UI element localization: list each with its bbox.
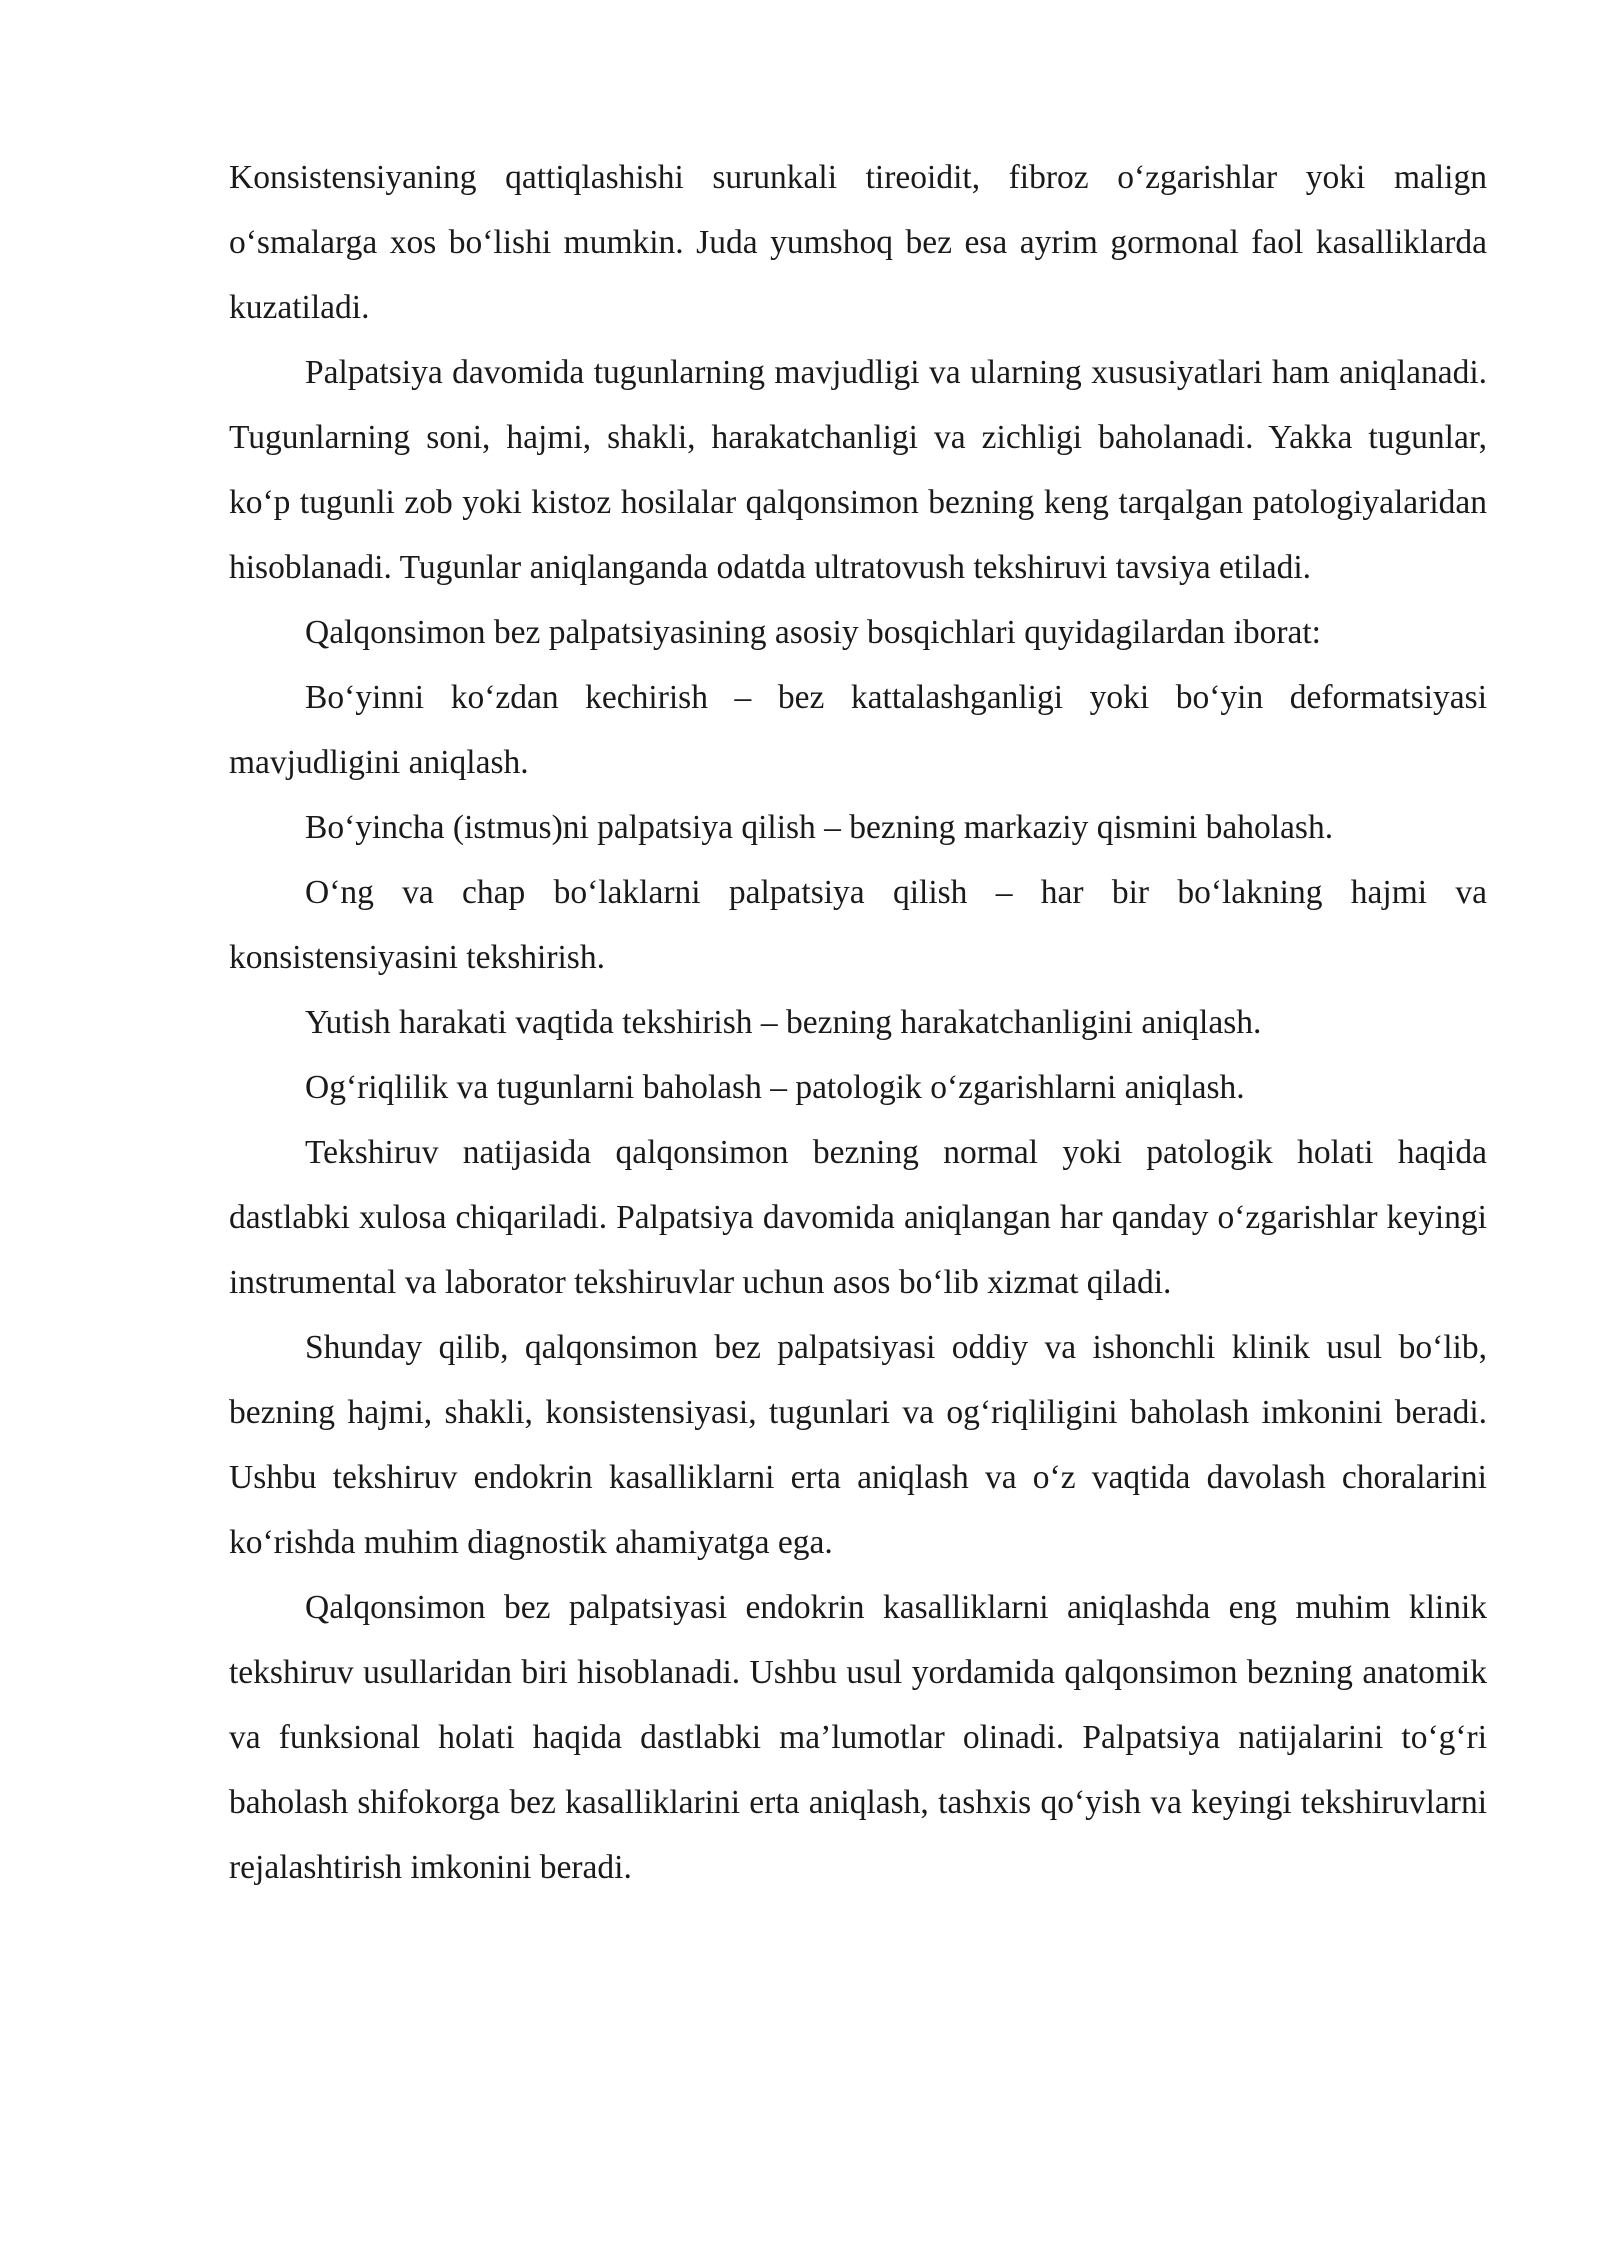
paragraph-stage-lobes: O‘ng va chap bo‘laklarni palpatsiya qilish – har bir bo‘lakning hajmi va konsistensiyasini tekshirish. [229, 874, 1487, 976]
paragraph-stage-pain-nodules: Og‘riqlilik va tugunlarni baholash – patologik o‘zgarishlarni aniqlash. [305, 1069, 1245, 1106]
paragraph-nodules: Palpatsiya davomida tugunlarning mavjudligi va ularning xususiyatlari ham aniqlanadi. Tugunlarning soni, hajmi, shakli, harakatchanligi va zichligi baholanadi. Yakka tugunlar, ko‘p tugunli zob yoki kistoz hosilalar qalqonsimon bezning keng tarqalgan patologiyalaridan hisoblanadi. Tugunlar aniqlanganda odatda ultratovush tekshiruvi tavsiya etiladi. [229, 354, 1487, 586]
paragraph-summary: Shunday qilib, qalqonsimon bez palpatsiyasi oddiy va ishonchli klinik usul bo‘lib, bezning hajmi, shakli, konsistensiyasi, tugunlari va og‘riqliligini baholash imkonini beradi. Ushbu tekshiruv endokrin kasalliklarni erta aniqlash va o‘z vaqtida davolash choralarini ko‘rishda muhim diagnostik ahamiyatga ega. [229, 1329, 1487, 1561]
document-body [229, 145, 1487, 1900]
paragraph-stages-intro: Qalqonsimon bez palpatsiyasining asosiy bosqichlari quyidagilardan iborat: [305, 614, 1321, 651]
paragraph-stage-neck-inspection: Bo‘yinni ko‘zdan kechirish – bez kattalashganligi yoki bo‘yin deformatsiyasi mavjudligini aniqlash. [229, 679, 1487, 781]
paragraph-results: Tekshiruv natijasida qalqonsimon bezning normal yoki patologik holati haqida dastlabki xulosa chiqariladi. Palpatsiya davomida aniqlangan har qanday o‘zgarishlar keyingi instrumental va laborator tekshiruvlar uchun asos bo‘lib xizmat qiladi. [229, 1134, 1487, 1301]
paragraph-stage-swallowing: Yutish harakati vaqtida tekshirish – bezning harakatchanligini aniqlash. [305, 1004, 1262, 1041]
paragraph-conclusion: Qalqonsimon bez palpatsiyasi endokrin kasalliklarni aniqlashda eng muhim klinik tekshiruv usullaridan biri hisoblanadi. Ushbu usul yordamida qalqonsimon bezning anatomik va funksional holati haqida dastlabki ma’lumotlar olinadi. Palpatsiya natijalarini to‘g‘ri baholash shifokorga bez kasalliklarini erta aniqlash, tashxis qo‘yish va keyingi tekshiruvlarni rejalashtirish imkonini beradi. [229, 1589, 1487, 1886]
paragraph-consistency: Konsistensiyaning qattiqlashishi surunkali tireoidit, fibroz o‘zgarishlar yoki malign o‘smalarga xos bo‘lishi mumkin. Juda yumshoq bez esa ayrim gormonal faol kasalliklarda kuzatiladi. [229, 159, 1487, 326]
paragraph-stage-isthmus: Bo‘yincha (istmus)ni palpatsiya qilish – bezning markaziy qismini baholash. [305, 809, 1334, 846]
